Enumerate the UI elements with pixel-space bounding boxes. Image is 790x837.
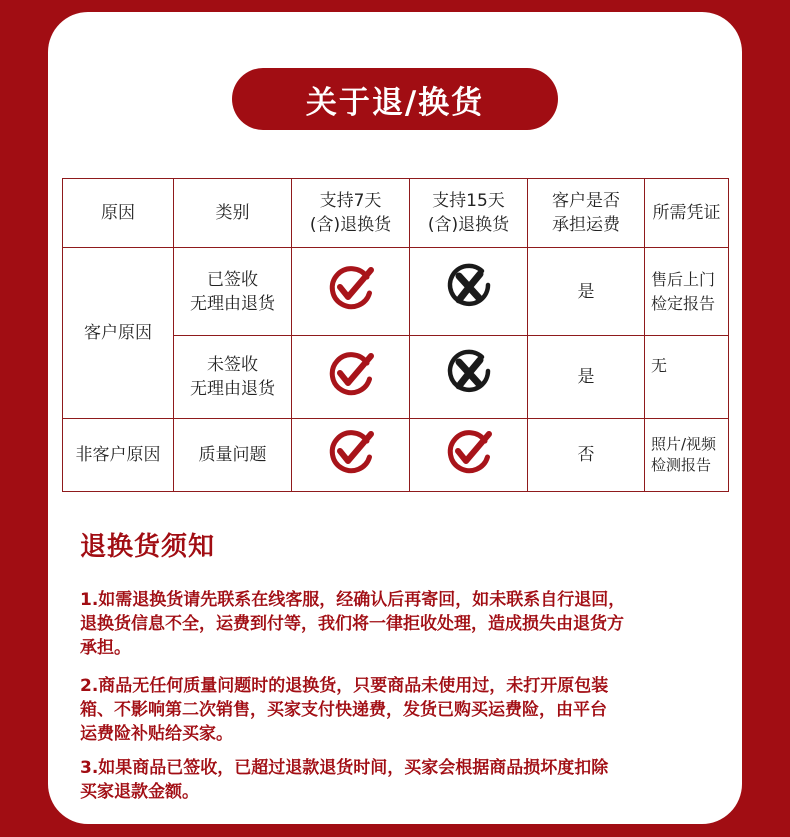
note-item-1: 1.如需退换货请先联系在线客服，经确认后再寄回，如未联系自行退回， 退换货信息不全，运费到付等，我们将一律拒收处理，造成损失由退货方 承担。 — [80, 590, 626, 658]
freight-cell: 否 — [528, 419, 645, 492]
cross-circle-icon — [444, 349, 494, 406]
freight-cell: 是 — [528, 336, 645, 419]
table-row — [63, 419, 729, 492]
check-circle-icon — [326, 349, 376, 406]
cross-circle-icon — [444, 263, 494, 320]
category-cell: 未签收 无理由退货 — [174, 336, 292, 419]
header-category: 类别 — [174, 179, 292, 248]
reason-customer: 客户原因 — [63, 248, 174, 419]
support7-cell — [292, 336, 410, 419]
check-circle-icon — [326, 263, 376, 320]
header-proof: 所需凭证 — [645, 179, 729, 248]
return-policy-table — [62, 178, 729, 492]
support15-cell — [410, 419, 528, 492]
note-item-3: 3.如果商品已签收，已超过退款退货时间，买家会根据商品损坏度扣除 买家退款金额。 — [80, 758, 609, 802]
reason-non-customer: 非客户原因 — [63, 419, 174, 492]
header-reason: 原因 — [63, 179, 174, 248]
freight-cell: 是 — [528, 248, 645, 336]
header-support-15-days: 支持15天 (含)退换货 — [410, 179, 528, 248]
table-header-row — [63, 179, 729, 248]
support7-cell — [292, 419, 410, 492]
category-cell: 已签收 无理由退货 — [174, 248, 292, 336]
header-support-7-days: 支持7天 (含)退换货 — [292, 179, 410, 248]
support15-cell — [410, 248, 528, 336]
table-row — [63, 248, 729, 336]
proof-cell: 无 — [645, 336, 729, 419]
note-item-2: 2.商品无任何质量问题时的退换货，只要商品未使用过，未打开原包装 箱、不影响第二次销售，买家支付快递费，发货已购买运费险，由平台 运费险补贴给买家。 — [80, 676, 609, 744]
proof-cell: 售后上门 检定报告 — [645, 248, 729, 336]
check-circle-icon — [444, 427, 494, 484]
header-freight: 客户是否 承担运费 — [528, 179, 645, 248]
page-title: 关于退/换货 — [232, 68, 558, 130]
proof-cell: 照片/视频 检测报告 — [645, 419, 729, 492]
support15-cell — [410, 336, 528, 419]
check-circle-icon — [326, 427, 376, 484]
notes-title: 退换货须知 — [80, 532, 216, 562]
support7-cell — [292, 248, 410, 336]
category-cell: 质量问题 — [174, 419, 292, 492]
